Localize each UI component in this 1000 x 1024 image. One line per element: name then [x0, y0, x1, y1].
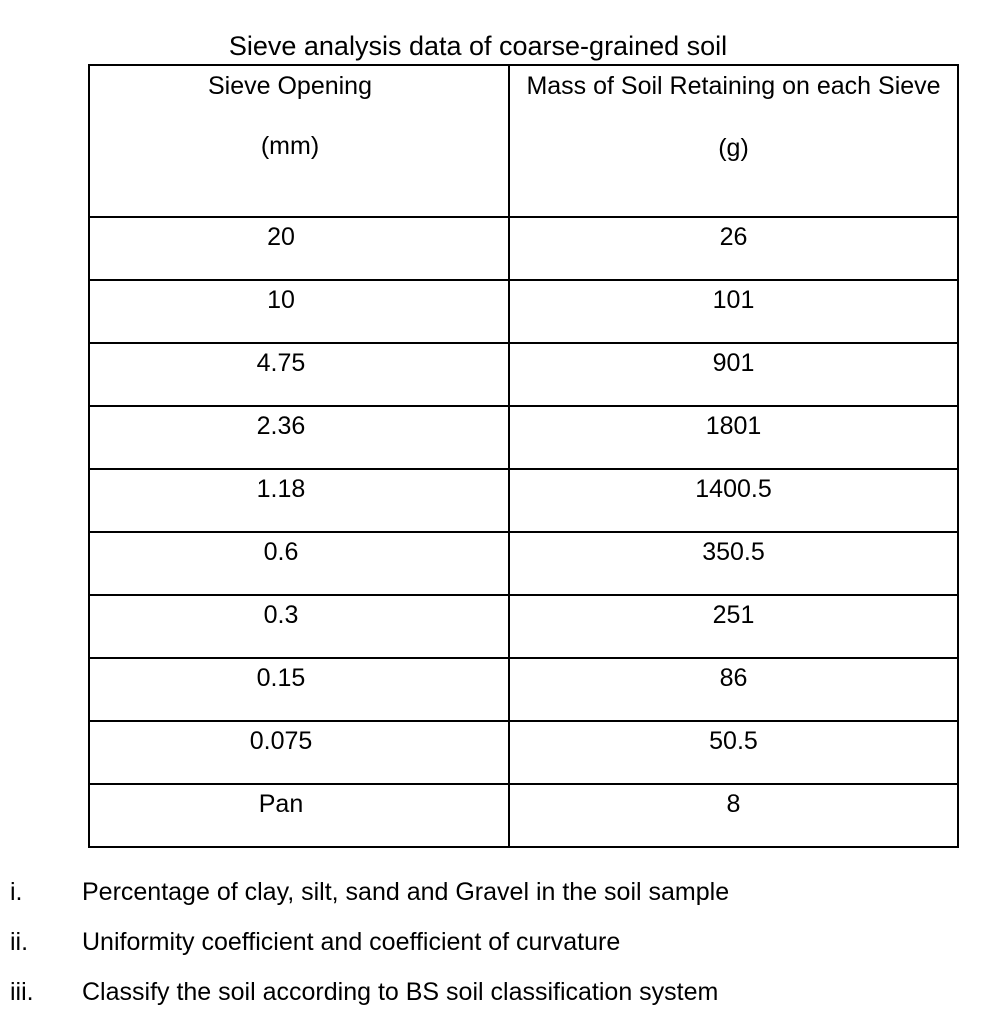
table-header-row — [89, 65, 958, 217]
sieve-opening-value: 0.3 — [263, 601, 299, 629]
table-row — [89, 658, 958, 721]
cell-sieve-opening — [89, 406, 509, 469]
table-row — [89, 595, 958, 658]
cell-sieve-opening — [89, 469, 509, 532]
header-sieve-opening-unit: (mm) — [260, 132, 320, 160]
cell-mass-retained: 1801 — [509, 406, 958, 469]
header-mass-retained — [509, 65, 958, 217]
question-text: Classify the soil according to BS soil classification system — [82, 978, 719, 1006]
sieve-opening-value: Pan — [258, 790, 304, 818]
cell-sieve-opening — [89, 658, 509, 721]
table-row — [89, 784, 958, 847]
sieve-opening-value: 10 — [267, 286, 295, 314]
table-caption: Sieve analysis data of coarse-grained soil — [228, 31, 728, 61]
table-row — [89, 343, 958, 406]
header-sieve-opening-label: Sieve Opening — [207, 72, 372, 100]
sieve-opening-value: 2.36 — [256, 412, 306, 440]
cell-sieve-opening — [89, 532, 509, 595]
question-text: Percentage of clay, silt, sand and Gravel in the soil sample — [82, 878, 730, 906]
header-mass-retained-label: Mass of Soil Retaining on each Sieve — [526, 72, 941, 100]
cell-mass-retained: 350.5 — [509, 532, 958, 595]
cell-sieve-opening — [89, 721, 509, 784]
sieve-opening-value: 0.6 — [263, 538, 299, 566]
sieve-analysis-table — [88, 64, 959, 848]
cell-mass-retained: 251 — [509, 595, 958, 658]
cell-mass-retained: 901 — [509, 343, 958, 406]
cell-sieve-opening — [89, 217, 509, 280]
cell-mass-retained: 1400.5 — [509, 469, 958, 532]
question-number: ii. — [10, 928, 29, 956]
sieve-opening-value: 0.075 — [249, 727, 313, 755]
cell-sieve-opening — [89, 280, 509, 343]
cell-mass-retained: 101 — [509, 280, 958, 343]
sieve-opening-value: 1.18 — [256, 475, 306, 503]
sieve-opening-value: 4.75 — [256, 349, 306, 377]
table-row — [89, 721, 958, 784]
sieve-opening-value: 0.15 — [256, 664, 306, 692]
header-mass-retained-unit: (g) — [718, 134, 749, 162]
sieve-opening-value: 20 — [267, 223, 295, 251]
question-number: iii. — [10, 978, 34, 1006]
header-sieve-opening — [89, 65, 509, 217]
cell-mass-retained: 8 — [509, 784, 958, 847]
cell-sieve-opening — [89, 595, 509, 658]
cell-mass-retained: 86 — [509, 658, 958, 721]
table-row — [89, 469, 958, 532]
table-row — [89, 217, 958, 280]
cell-mass-retained: 50.5 — [509, 721, 958, 784]
cell-sieve-opening — [89, 343, 509, 406]
table-row — [89, 532, 958, 595]
cell-mass-retained: 26 — [509, 217, 958, 280]
table-row — [89, 280, 958, 343]
question-number: i. — [10, 878, 23, 906]
question-text: Uniformity coefficient and coefficient of curvature — [82, 928, 621, 956]
table-row — [89, 406, 958, 469]
cell-sieve-opening — [89, 784, 509, 847]
